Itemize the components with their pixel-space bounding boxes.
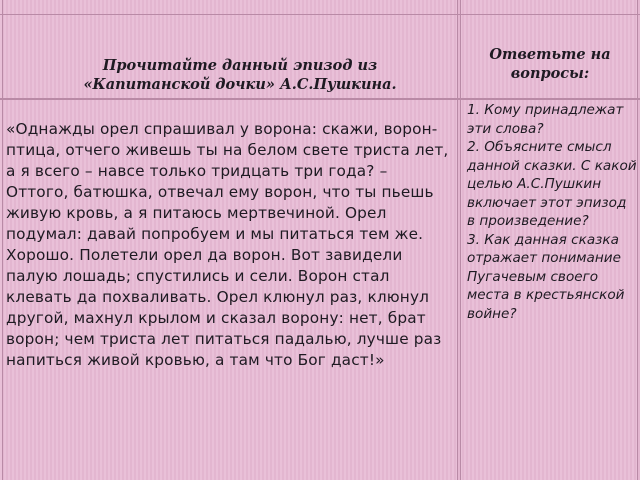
- table-border-right: [637, 0, 638, 480]
- table-divider-column-inner: [460, 0, 461, 480]
- table-border-top: [0, 14, 640, 15]
- header-right-line1: Ответьте на: [489, 46, 611, 63]
- header-left-line1: Прочитайте данный эпизод из: [102, 57, 378, 74]
- table-divider-column: [457, 0, 458, 480]
- table-border-left: [2, 0, 3, 480]
- question-3: 3. Как данная сказка отражает понимание Пугачевым своего места в крестьянской войне?: [467, 231, 625, 322]
- header-right: [470, 45, 630, 83]
- header-left: [40, 56, 440, 94]
- header-right-line2: вопросы:: [510, 65, 590, 82]
- questions-list: [467, 101, 637, 323]
- table-divider-header: [0, 98, 640, 100]
- header-left-line2: «Капитанской дочки» А.С.Пушкина.: [83, 76, 397, 93]
- episode-text: «Однажды орел спрашивал у ворона: скажи, ворон-птица, отчего живешь ты на белом свете триста лет, а я всего – навсе только тридцать три года? – Оттого, батюшка, отвечал ему ворон, что ты пьешь живую кровь, а я питаюсь мертвечиной. Орел подумал: давай попробуем и мы питаться тем же. Хорошо. Полетели орел да ворон. Вот завидели палую лошадь; спустились и сели. Ворон стал клевать да похваливать. Орел клюнул раз, клюнул другой, махнул крылом и сказал ворону: нет, брат ворон; чем триста лет питаться падалью, лучше раз напиться живой кровью, а там что Бог даст!»: [6, 120, 449, 369]
- question-1: 1. Кому принадлежат эти слова?: [467, 102, 624, 137]
- question-2: 2. Объясните смысл данной сказки. С какой целью А.С.Пушкин включает этот эпизод в произведение?: [467, 139, 637, 229]
